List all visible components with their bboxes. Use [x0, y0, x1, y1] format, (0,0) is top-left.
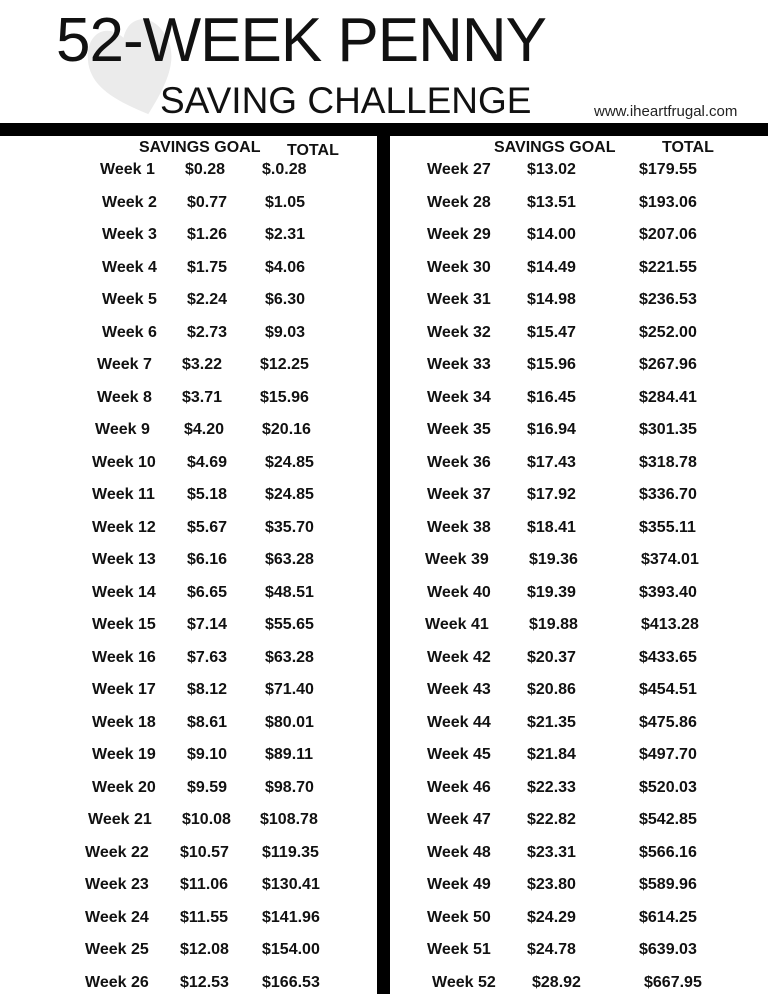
savings-goal-value: $7.63: [187, 648, 228, 666]
week-label: Week 17: [92, 681, 156, 698]
page-subtitle: SAVING CHALLENGE: [160, 80, 532, 121]
total-value: $63.28: [265, 551, 314, 568]
page-title: 52-WEEK PENNY: [56, 6, 547, 75]
savings-goal-value: $28.92: [532, 973, 581, 991]
week-label: Week 39: [425, 551, 489, 568]
savings-goal-value: $24.29: [527, 908, 576, 926]
savings-goal-value: $4.20: [184, 421, 225, 438]
total-value: $108.78: [260, 811, 318, 828]
savings-goal-value: $13.51: [527, 193, 576, 211]
total-value: $475.86: [639, 713, 697, 731]
week-label: Week 20: [92, 778, 156, 796]
table-row: [0, 324, 768, 348]
week-label: Week 8: [97, 388, 152, 406]
table-row: [0, 226, 768, 250]
total-value: $355.11: [639, 518, 696, 536]
savings-goal-value: $17.43: [527, 453, 576, 471]
total-value: $193.06: [639, 193, 697, 211]
week-label: Week 43: [427, 681, 491, 698]
table-row: [0, 551, 768, 575]
week-label: Week 32: [427, 323, 491, 341]
savings-goal-value: $11.06: [180, 876, 229, 893]
week-label: Week 13: [92, 551, 156, 568]
savings-goal-value: $24.78: [527, 941, 576, 958]
savings-goal-value: $22.33: [527, 778, 576, 796]
week-label: Week 22: [85, 843, 149, 861]
savings-goal-value: $13.02: [527, 161, 576, 178]
week-label: Week 30: [427, 258, 491, 276]
total-value: $566.16: [639, 843, 697, 861]
savings-goal-value: $15.47: [527, 323, 576, 341]
savings-goal-value: $20.86: [527, 681, 576, 698]
week-label: Week 37: [427, 486, 491, 503]
week-label: Week 26: [85, 973, 149, 991]
table-row: [0, 876, 768, 900]
total-value: $2.31: [265, 226, 306, 243]
savings-goal-value: $1.75: [187, 258, 228, 276]
total-value: $639.03: [639, 941, 697, 958]
week-label: Week 23: [85, 876, 149, 893]
table-row: [0, 194, 768, 218]
total-value: $63.28: [265, 648, 314, 666]
savings-goal-value: $11.55: [180, 908, 229, 926]
savings-goal-value: $16.94: [527, 421, 576, 438]
savings-goal-value: $19.39: [527, 583, 576, 601]
week-label: Week 3: [102, 226, 157, 243]
savings-goal-value: $0.77: [187, 193, 228, 211]
total-value: $.0.28: [262, 161, 307, 178]
week-label: Week 21: [88, 811, 152, 828]
left-total-header: TOTAL: [287, 142, 339, 159]
savings-goal-value: $14.00: [527, 226, 576, 243]
total-value: $1.05: [265, 193, 306, 211]
table-row: [0, 616, 768, 640]
week-label: Week 46: [427, 778, 491, 796]
table-row: [0, 356, 768, 380]
savings-goal-value: $3.71: [182, 388, 223, 406]
table-row: [0, 291, 768, 315]
total-value: $393.40: [639, 583, 697, 601]
right-total-header: TOTAL: [662, 139, 714, 156]
savings-goal-value: $16.45: [527, 388, 576, 406]
table-row: [0, 519, 768, 543]
week-label: Week 29: [427, 226, 491, 243]
week-label: Week 44: [427, 713, 491, 731]
table-row: [0, 714, 768, 738]
total-value: $24.85: [265, 453, 314, 471]
week-label: Week 51: [427, 941, 491, 958]
table-row: [0, 421, 768, 445]
total-value: $374.01: [641, 551, 699, 568]
total-value: $236.53: [639, 291, 697, 308]
total-value: $6.30: [265, 291, 306, 308]
savings-goal-value: $6.16: [187, 551, 228, 568]
week-label: Week 35: [427, 421, 491, 438]
total-value: $252.00: [639, 323, 697, 341]
total-value: $542.85: [639, 811, 697, 828]
total-value: $221.55: [639, 258, 697, 276]
week-label: Week 33: [427, 356, 491, 373]
total-value: $301.35: [639, 421, 697, 438]
table-row: [0, 584, 768, 608]
savings-goal-value: $15.96: [527, 356, 576, 373]
savings-goal-value: $18.41: [527, 518, 576, 536]
week-label: Week 50: [427, 908, 491, 926]
week-label: Week 47: [427, 811, 491, 828]
savings-goal-value: $3.22: [182, 356, 223, 373]
total-value: $24.85: [265, 486, 314, 503]
savings-goal-value: $14.49: [527, 258, 576, 276]
week-label: Week 34: [427, 388, 491, 406]
total-value: $207.06: [639, 226, 697, 243]
week-label: Week 5: [102, 291, 157, 308]
total-value: $497.70: [639, 746, 697, 763]
week-label: Week 48: [427, 843, 491, 861]
total-value: $48.51: [265, 583, 314, 601]
savings-goal-value: $9.10: [187, 746, 228, 763]
savings-goal-value: $8.61: [187, 713, 228, 731]
savings-goal-value: $17.92: [527, 486, 576, 503]
table-row: [0, 486, 768, 510]
total-value: $141.96: [262, 908, 320, 926]
total-value: $12.25: [260, 356, 309, 373]
table-row: [0, 779, 768, 803]
week-label: Week 10: [92, 453, 156, 471]
week-label: Week 49: [427, 876, 491, 893]
total-value: $130.41: [262, 876, 320, 893]
week-label: Week 2: [102, 193, 157, 211]
week-label: Week 1: [100, 161, 155, 178]
savings-goal-value: $23.80: [527, 876, 576, 893]
savings-goal-value: $6.65: [187, 583, 228, 601]
total-value: $520.03: [639, 778, 697, 796]
total-value: $89.11: [265, 746, 314, 763]
week-label: Week 14: [92, 583, 156, 601]
week-label: Week 38: [427, 518, 491, 536]
week-label: Week 24: [85, 908, 149, 926]
savings-goal-value: $0.28: [185, 161, 226, 178]
week-label: Week 25: [85, 941, 149, 958]
week-label: Week 12: [92, 518, 156, 536]
total-value: $9.03: [265, 323, 306, 341]
savings-goal-value: $22.82: [527, 811, 576, 828]
week-label: Week 6: [102, 323, 157, 341]
total-value: $413.28: [641, 616, 699, 633]
savings-goal-value: $8.12: [187, 681, 228, 698]
total-value: $15.96: [260, 388, 309, 406]
week-label: Week 4: [102, 258, 157, 276]
savings-goal-value: $7.14: [187, 616, 228, 633]
total-value: $80.01: [265, 713, 314, 731]
table-row: [0, 811, 768, 835]
week-label: Week 41: [425, 616, 489, 633]
table-row: [0, 844, 768, 868]
total-value: $614.25: [639, 908, 697, 926]
savings-goal-value: $12.08: [180, 941, 229, 958]
total-value: $55.65: [265, 616, 314, 633]
week-label: Week 19: [92, 746, 156, 763]
savings-goal-value: $19.88: [529, 616, 578, 633]
week-label: Week 52: [432, 973, 496, 991]
savings-goal-value: $14.98: [527, 291, 576, 308]
table-row: [0, 909, 768, 933]
total-value: $179.55: [639, 161, 697, 178]
table-row: [0, 161, 768, 185]
savings-goal-value: $4.69: [187, 453, 228, 471]
total-value: $336.70: [639, 486, 697, 503]
table-row: [0, 941, 768, 965]
total-value: $284.41: [639, 388, 697, 406]
table-row: [0, 389, 768, 413]
total-value: $71.40: [265, 681, 314, 698]
savings-goal-value: $5.18: [187, 486, 228, 503]
total-value: $267.96: [639, 356, 697, 373]
week-label: Week 11: [92, 486, 155, 503]
week-label: Week 36: [427, 453, 491, 471]
table-row: [0, 454, 768, 478]
week-label: Week 45: [427, 746, 491, 763]
savings-goal-value: $20.37: [527, 648, 576, 666]
table-row: [0, 649, 768, 673]
week-label: Week 28: [427, 193, 491, 211]
savings-goal-value: $23.31: [527, 843, 576, 861]
savings-goal-value: $1.26: [187, 226, 228, 243]
savings-goal-value: $10.08: [182, 811, 231, 828]
savings-goal-value: $5.67: [187, 518, 228, 536]
week-label: Week 7: [97, 356, 152, 373]
total-value: $454.51: [639, 681, 697, 698]
total-value: $667.95: [644, 973, 702, 991]
savings-goal-value: $9.59: [187, 778, 228, 796]
savings-goal-value: $21.84: [527, 746, 576, 763]
savings-goal-value: $12.53: [180, 973, 229, 991]
table-row: [0, 681, 768, 705]
week-label: Week 18: [92, 713, 156, 731]
week-label: Week 15: [92, 616, 156, 633]
total-value: $119.35: [262, 843, 319, 861]
total-value: $20.16: [262, 421, 311, 438]
total-value: $318.78: [639, 453, 697, 471]
left-goal-header: SAVINGS GOAL: [139, 139, 261, 156]
total-value: $154.00: [262, 941, 320, 958]
table-row: [0, 259, 768, 283]
week-label: Week 9: [95, 421, 150, 438]
total-value: $35.70: [265, 518, 314, 536]
savings-goal-value: $2.24: [187, 291, 228, 308]
total-value: $433.65: [639, 648, 697, 666]
total-value: $166.53: [262, 973, 320, 991]
website-link[interactable]: www.iheartfrugal.com: [594, 103, 738, 120]
week-label: Week 40: [427, 583, 491, 601]
week-label: Week 42: [427, 648, 491, 666]
savings-goal-value: $10.57: [180, 843, 229, 861]
table-row: [0, 746, 768, 770]
week-label: Week 31: [427, 291, 491, 308]
savings-goal-value: $21.35: [527, 713, 576, 731]
savings-goal-value: $2.73: [187, 323, 228, 341]
total-value: $98.70: [265, 778, 314, 796]
right-goal-header: SAVINGS GOAL: [494, 139, 616, 156]
savings-goal-value: $19.36: [529, 551, 578, 568]
week-label: Week 27: [427, 161, 491, 178]
total-value: $4.06: [265, 258, 306, 276]
week-label: Week 16: [92, 648, 156, 666]
total-value: $589.96: [639, 876, 697, 893]
